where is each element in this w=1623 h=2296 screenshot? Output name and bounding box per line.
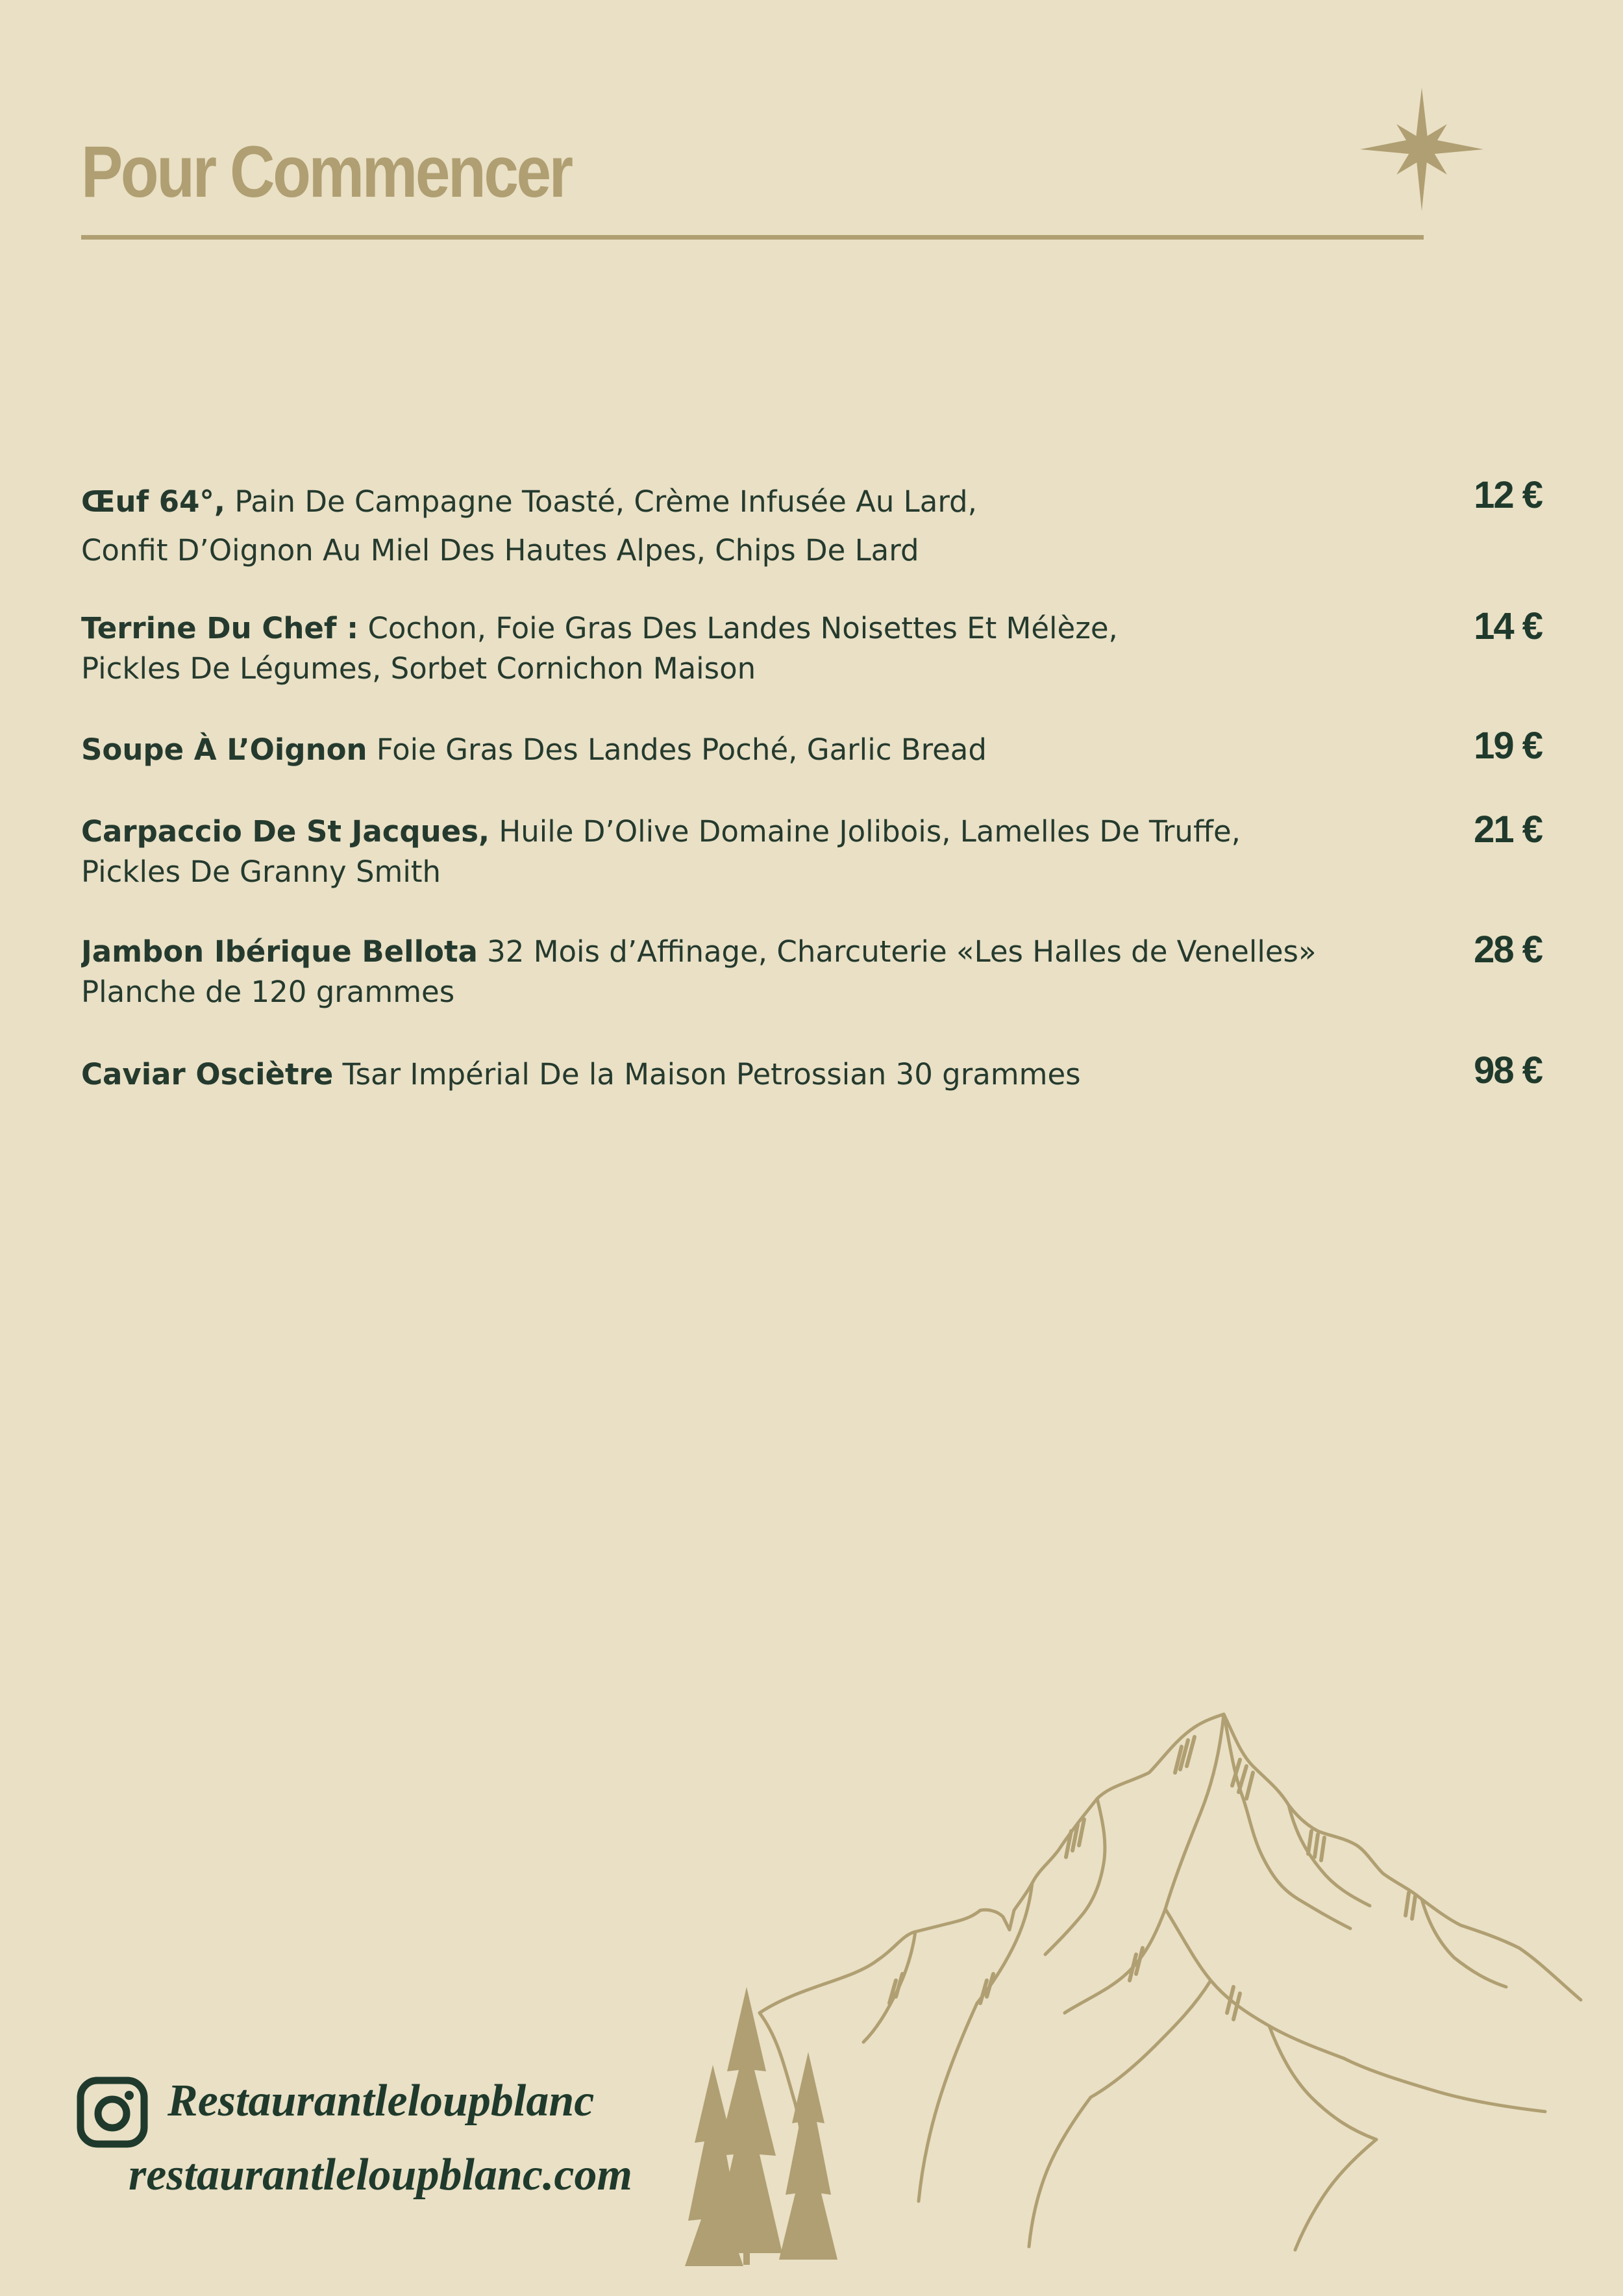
item-description: Pain De Campagne Toasté, Crème Infusée Au Lard,: [225, 484, 977, 519]
item-description: 32 Mois d’Affinage, Charcuterie «Les Halles de Venelles»: [477, 934, 1317, 969]
item-price: 28 €: [1474, 929, 1542, 971]
menu-item: [81, 474, 1542, 575]
item-description: Huile D’Olive Domaine Jolibois, Lamelles De Truffe,: [489, 814, 1241, 849]
compass-star-icon: [1360, 88, 1483, 211]
title-underline: [81, 235, 1424, 240]
item-description: Tsar Impérial De la Maison Petrossian 30 grammes: [333, 1057, 1081, 1092]
item-price: 21 €: [1474, 808, 1542, 851]
item-price: 14 €: [1474, 605, 1542, 647]
menu-items: [81, 474, 1542, 1097]
website-link[interactable]: restaurantleloupblanc.com: [129, 2150, 632, 2200]
item-description-line2: Pickles De Légumes, Sorbet Cornichon Maison: [81, 651, 756, 686]
item-description: Cochon, Foie Gras Des Landes Noisettes Et Mélèze,: [358, 611, 1118, 645]
item-description: Foie Gras Des Landes Poché, Garlic Bread: [367, 732, 987, 767]
menu-item: [81, 605, 1542, 689]
item-name: Caviar Osciètre: [81, 1057, 334, 1092]
instagram-handle[interactable]: Restaurantleloupblanc: [167, 2076, 595, 2126]
menu-item: [81, 1049, 1542, 1097]
instagram-icon[interactable]: [77, 2077, 148, 2148]
pine-trees-illustration: [682, 1974, 850, 2266]
item-description-line2: Confit D’Oignon Au Miel Des Hautes Alpes, Chips De Lard: [81, 533, 919, 568]
item-price: 19 €: [1474, 725, 1542, 767]
item-description-line2: Planche de 120 grammes: [81, 975, 455, 1009]
menu-item: [81, 808, 1542, 892]
menu-item: [81, 725, 1542, 772]
item-name: Terrine Du Chef :: [81, 611, 359, 645]
item-description-line2: Pickles De Granny Smith: [81, 855, 441, 889]
menu-item: [81, 929, 1542, 1012]
item-name: Jambon Ibérique Bellota: [81, 934, 478, 969]
item-price: 12 €: [1474, 474, 1542, 516]
page-title: Pour Commencer: [81, 131, 571, 212]
item-name: Soupe À L’Oignon: [81, 732, 367, 767]
item-price: 98 €: [1474, 1049, 1542, 1092]
item-name: Carpaccio De St Jacques,: [81, 814, 490, 849]
item-name: Œuf 64°,: [81, 484, 226, 519]
